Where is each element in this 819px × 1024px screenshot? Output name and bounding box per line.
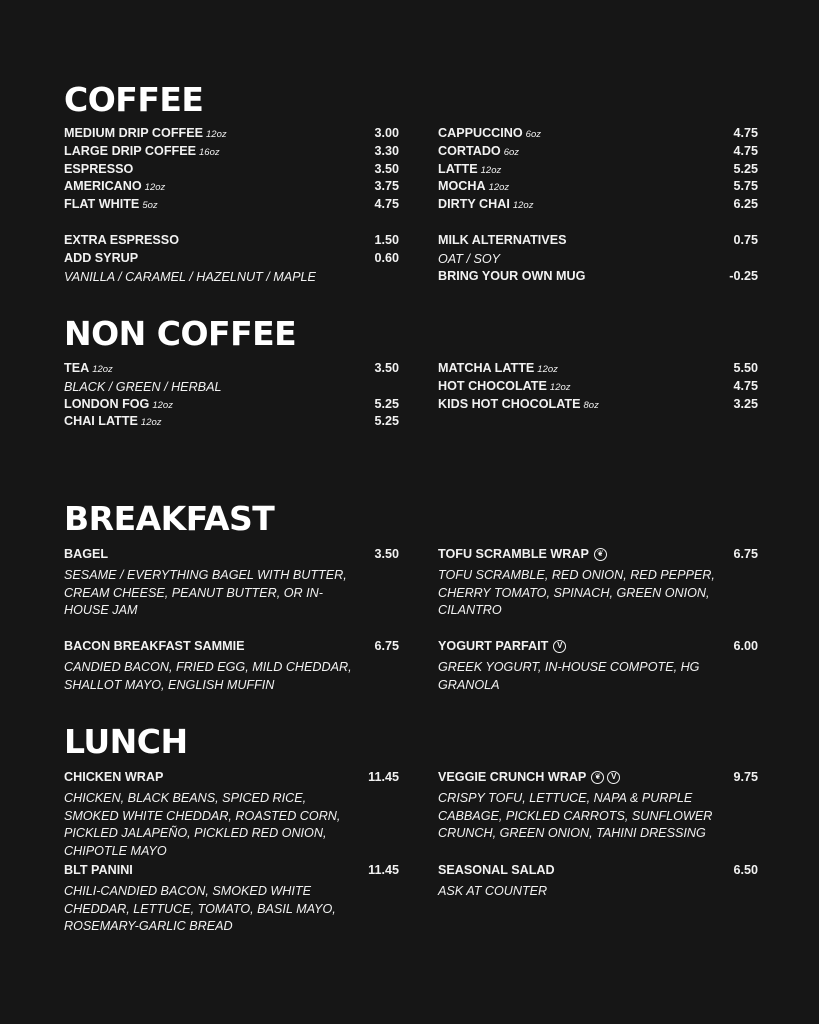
item-price: 1.50 [374,232,399,247]
item-size: 12oz [92,364,113,375]
item-name: HOT CHOCOLATE [438,378,547,393]
item-description: CRISPY TOFU, LETTUCE, NAPA & PURPLE CABBAGE, PICKLED CARROTS, SUNFLOWER CRUNCH, GREEN ONION, TAHINI DRESSING [438,791,713,841]
coffee-right-column [438,126,758,286]
v-icon: V [553,640,566,653]
item-name: BAGEL [64,547,109,561]
item-name: AMERICANO [64,179,142,194]
item-price: 6.25 [733,197,758,212]
item-price: 6.75 [374,639,399,653]
item-price: 11.45 [368,863,399,877]
menu-item [64,197,399,215]
menu-item [438,397,758,415]
menu-item [438,162,758,180]
item-name: DIRTY CHAI [438,197,510,212]
coffee-title: COFFEE [64,80,204,119]
item-size: 12oz [140,417,162,429]
non-coffee-right-column [438,361,758,414]
item-description: CHILI-CANDIED BACON, SMOKED WHITE CHEDDAR, LETTUCE, TOMATO, BASIL MAYO, ROSEMARY-GARLIC BREAD [64,884,336,934]
item-size: 12oz [537,364,558,375]
milk-options: OAT / SOY [438,251,501,266]
item-price: 4.75 [733,143,758,158]
item-price: 5.25 [374,414,399,429]
item-name: ESPRESSO [64,161,134,176]
menu-item [64,233,399,251]
menu-item [64,162,399,180]
item-size: 6oz [525,129,541,140]
item-size: 12oz [512,200,534,212]
item-price: 3.25 [733,396,758,411]
item-size: 5oz [142,200,158,212]
item-price: 11.45 [368,770,399,784]
item-size: 12oz [152,399,173,411]
item-price: 0.75 [733,232,758,247]
item-name: CORTADO [438,143,501,158]
item-price: 5.50 [733,361,758,375]
item-price: 0.60 [374,250,399,265]
item-size: 12oz [144,182,166,194]
non-coffee-title: NON COFFEE [64,314,297,353]
leaf-icon: ❦ [591,771,604,784]
item-name: MATCHA LATTE [438,361,535,375]
menu-item-yogurt-parfait [438,637,758,694]
menu-item [438,361,758,379]
menu-item [64,144,399,162]
menu-item-seasonal-salad [438,861,758,901]
item-name: LATTE [438,161,478,176]
v-icon: V [607,771,620,784]
item-name: LONDON FOG [64,396,150,411]
menu-item [64,414,399,432]
item-description: TOFU SCRAMBLE, RED ONION, RED PEPPER, CHERRY TOMATO, SPINACH, GREEN ONION, CILANTRO [438,568,715,618]
syrup-options: VANILLA / CARAMEL / HAZELNUT / MAPLE [64,269,316,284]
item-name: BACON BREAKFAST SAMMIE [64,639,245,653]
non-coffee-left-column [64,361,399,432]
menu-item-bagel [64,545,399,620]
item-price: 4.75 [733,126,758,140]
menu-item-veggie-crunch-wrap [438,768,758,843]
menu-item [438,144,758,162]
item-size: 12oz [480,164,502,176]
item-price: 5.75 [733,179,758,194]
item-name: TOFU SCRAMBLE WRAP [438,547,589,561]
item-price: 4.75 [733,378,758,393]
item-name: MILK ALTERNATIVES [438,232,567,247]
menu-item-blt-panini [64,861,399,936]
item-name: ADD SYRUP [64,250,139,265]
item-name: CHICKEN WRAP [64,770,164,784]
coffee-left-column [64,126,399,286]
item-name: VEGGIE CRUNCH WRAP [438,770,587,784]
item-price: -0.25 [729,268,758,283]
item-price: 5.25 [733,161,758,176]
item-size: 8oz [583,399,599,411]
menu-item [438,126,758,144]
menu-item [64,251,399,269]
tea-options: BLACK / GREEN / HERBAL [64,379,222,394]
menu-item [438,233,758,251]
item-name: BLT PANINI [64,863,133,877]
item-price: 3.50 [374,361,399,375]
item-name: FLAT WHITE [64,197,140,212]
menu-item [438,179,758,197]
item-price: 3.50 [374,161,399,176]
item-price: 6.50 [733,863,758,877]
breakfast-title: BREAKFAST [64,499,275,538]
menu-item-tofu-scramble-wrap [438,545,758,620]
item-description: SESAME / EVERYTHING BAGEL WITH BUTTER, CREAM CHEESE, PEANUT BUTTER, OR IN-HOUSE JAM [64,568,347,618]
item-price: 3.50 [374,547,399,561]
item-price: 3.75 [374,179,399,194]
lunch-title: LUNCH [64,722,188,761]
item-name: MOCHA [438,179,486,194]
item-name: CHAI LATTE [64,414,138,429]
item-description: GREEK YOGURT, IN-HOUSE COMPOTE, HG GRANOLA [438,660,700,692]
item-name: KIDS HOT CHOCOLATE [438,396,581,411]
item-name: TEA [64,361,90,375]
menu-item [64,126,399,144]
item-size: 12oz [206,129,227,140]
leaf-icon: ❦ [594,548,607,561]
menu-item [438,269,758,287]
item-price: 3.30 [374,143,399,158]
item-name: MEDIUM DRIP COFFEE [64,126,204,140]
item-size: 16oz [199,146,220,158]
item-price: 6.00 [733,639,758,653]
item-size: 12oz [488,182,510,194]
item-description: CANDIED BACON, FRIED EGG, MILD CHEDDAR, SHALLOT MAYO, ENGLISH MUFFIN [64,660,352,692]
menu-item-bacon-breakfast-sammie [64,637,399,694]
item-price: 9.75 [733,770,758,784]
item-size: 12oz [549,381,571,393]
item-name: BRING YOUR OWN MUG [438,268,586,283]
item-price: 6.75 [733,547,758,561]
item-name: LARGE DRIP COFFEE [64,143,197,158]
menu-item [438,197,758,215]
menu-item [64,397,399,415]
menu-item-chicken-wrap [64,768,399,860]
menu-item [438,379,758,397]
item-name: YOGURT PARFAIT [438,639,549,653]
item-name: SEASONAL SALAD [438,863,555,877]
menu-item [64,179,399,197]
menu-item [64,361,399,379]
item-size: 6oz [503,146,520,158]
item-price: 3.00 [374,126,399,140]
item-name: EXTRA ESPRESSO [64,232,180,247]
item-price: 5.25 [374,396,399,411]
item-price: 4.75 [374,197,399,212]
item-name: CAPPUCCINO [438,126,523,140]
item-description: CHICKEN, BLACK BEANS, SPICED RICE, SMOKED WHITE CHEDDAR, ROASTED CORN, PICKLED JALAPEÑO, PICKLED RED ONION, CHIPOTLE MAYO [64,791,341,858]
item-description: ASK AT COUNTER [438,884,548,898]
